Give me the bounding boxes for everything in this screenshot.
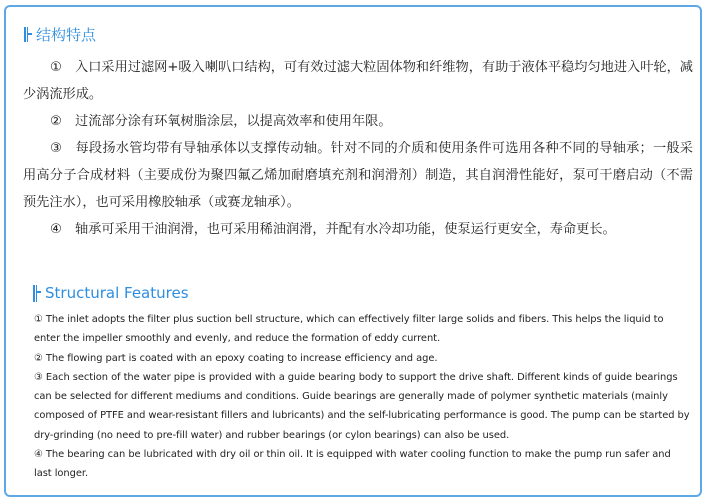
section-marker-icon — [24, 27, 33, 42]
cn-item-3: ③ 每段扬水管均带有导轴承体以支撑传动轴。针对不同的介质和使用条件可选用各种不同的导轴承；一般采用高分子合成材料（主要成份为聚四氟乙烯加耐磨填充剂和润滑剂）制造，其自润滑性能好，泵可干磨启动（不需预先注水），也可采用橡胶轴承（或赛龙轴承）。 — [23, 141, 693, 210]
cn-section-body — [23, 54, 693, 243]
en-item-1: ① The inlet adopts the filter plus suction bell structure, which can effectively filter large solids and fibers. This helps the liquid to enter the impeller smoothly and evenly, and reduce the formation of eddy current. — [34, 314, 664, 345]
en-item-3: ③ Each section of the water pipe is provided with a guide bearing body to support the drive shaft. Different kinds of guide bearings can be selected for different mediums and conditions. Guide bearings are generally made of polymer synthetic materials (mainly composed of PTFE and wear-resistant fillers and lubricants) and the self-lubricating performance is good. The pump can be started by dry-grinding (no need to pre-fill water) and rubber bearings (or cylon bearings) can also be used. — [34, 371, 690, 441]
cn-section-title-text: 结构特点 — [36, 26, 97, 44]
en-item-2: ② The flowing part is coated with an epoxy coating to increase efficiency and age. — [34, 352, 438, 364]
cn-section-title — [24, 24, 96, 45]
en-section-title-text: Structural Features — [45, 284, 189, 302]
cn-item-4: ④ 轴承可采用干油润滑，也可采用稀油润滑，并配有水冷却功能，使泵运行更安全，寿命更长。 — [50, 222, 616, 237]
en-item-4: ④ The bearing can be lubricated with dry oil or thin oil. It is equipped with water cooling function to make the pump run safer and last longer. — [34, 449, 671, 480]
cn-item-1: ① 入口采用过滤网+吸入喇叭口结构，可有效过滤大粒固体物和纤维物，有助于液体平稳均匀地进入叶轮，减少涡流形成。 — [23, 60, 693, 102]
section-marker-icon — [33, 285, 42, 302]
en-section-title — [33, 284, 189, 302]
en-section-body — [34, 310, 690, 484]
cn-item-2: ② 过流部分涂有环氧树脂涂层，以提高效率和使用年限。 — [50, 114, 392, 129]
